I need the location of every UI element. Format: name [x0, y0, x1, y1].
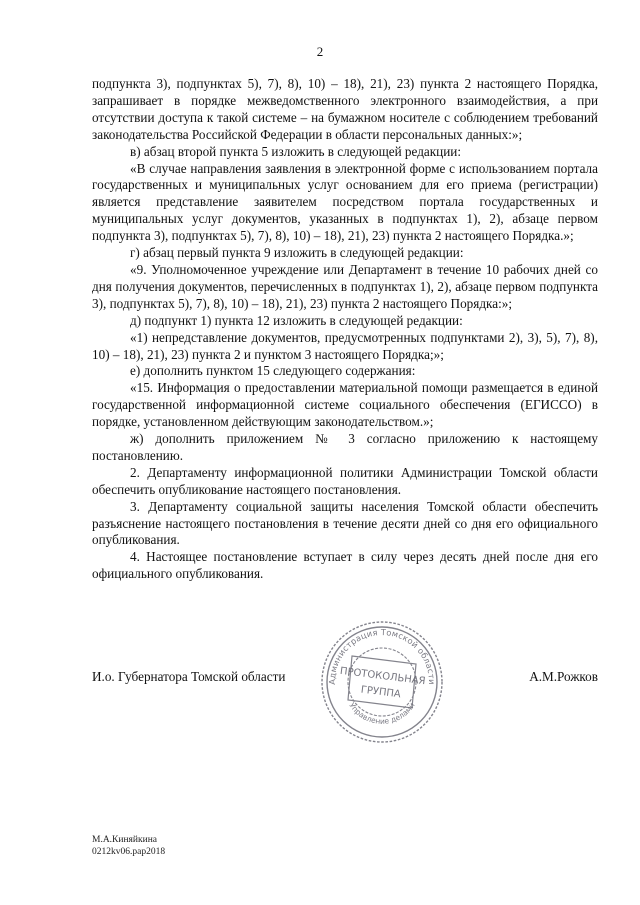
paragraph: е) дополнить пунктом 15 следующего содержания:: [130, 363, 416, 379]
stamp-bottom-text: Управление делами: [347, 700, 417, 726]
paragraph: ж) дополнить приложением № 3 согласно приложению к настоящему постановлению.: [92, 431, 598, 463]
signatory-name: А.М.Рожков: [529, 669, 598, 684]
paragraph: «В случае направления заявления в электронной форме с использованием портала государственных и муниципальных услуг основанием для его приема (регистрации) является представление заявителем посредством портала государственных и муниципальных услуг документов, указанных в подпунктах 1), 2), абзаце первом подпункта 3), подпунктах 5), 7), 8), 10) – 18), 21), 23) пункта 2 настоящего Порядка.»;: [92, 160, 598, 244]
paragraph: 4. Настоящее постановление вступает в силу через десять дней после дня его официального опубликования.: [92, 549, 598, 582]
document-footer: [92, 834, 165, 858]
paragraph: «1) непредставление документов, предусмотренных подпунктами 2), 3), 5), 7), 8), 10) – 18), 21), 23) пункта 2 и пунктом 3 настоящего Порядка;»;: [92, 329, 598, 362]
paragraph: подпункта 3), подпунктах 5), 7), 8), 10) – 18), 21), 23) пункта 2 настоящего Порядка, запрашивает в порядке межведомственного электронного взаимодействия, а при отсутствии доступа к такой системе – на бумажном носителе с соблюдением требований законодательства Российской Федерации в области персональных данных:»;: [92, 76, 598, 142]
paragraph: г) абзац первый пункта 9 изложить в следующей редакции:: [130, 245, 464, 261]
stamp-center-line-1: ПРОТОКОЛЬНАЯ: [339, 665, 427, 688]
paragraph: 3. Департаменту социальной защиты населения Томской области обеспечить разъяснение настоящего постановления в течение десяти дней со дня его официального опубликования.: [92, 498, 598, 548]
paragraph: в) абзац второй пункта 5 изложить в следующей редакции:: [130, 143, 462, 159]
signatory-position: И.о. Губернатора Томской области: [92, 669, 286, 684]
paragraph: д) подпункт 1) пункта 12 изложить в следующей редакции:: [130, 312, 463, 328]
page-number: 2: [316, 44, 324, 59]
body-text: [92, 76, 598, 583]
author-line: М.А.Киняйкина: [92, 835, 158, 845]
paragraph: 2. Департаменту информационной политики Администрации Томской области обеспечить опубликование настоящего постановления.: [92, 464, 598, 497]
paragraph: «15. Информация о предоставлении материальной помощи размещается в единой государственной информационной системе социального обеспечения (ЕГИССО) в порядке, установленном действующим законодательством.»;: [92, 380, 598, 430]
official-stamp: [318, 618, 446, 746]
paragraph: «9. Уполномоченное учреждение или Департамент в течение 10 рабочих дней со дня получения документов, перечисленных в подпунктах 1), 2), абзаце первом подпункта 3), подпунктах 5), 7), 8), 10) – 18), 21), 23) пункта 2 настоящего Порядка:»;: [92, 261, 598, 311]
file-code-line: 0212kv06.рар2018: [92, 847, 166, 857]
stamp-center-line-2: ГРУППА: [360, 684, 402, 701]
stamp-ring-text: Администрация Томской области: [326, 626, 438, 685]
